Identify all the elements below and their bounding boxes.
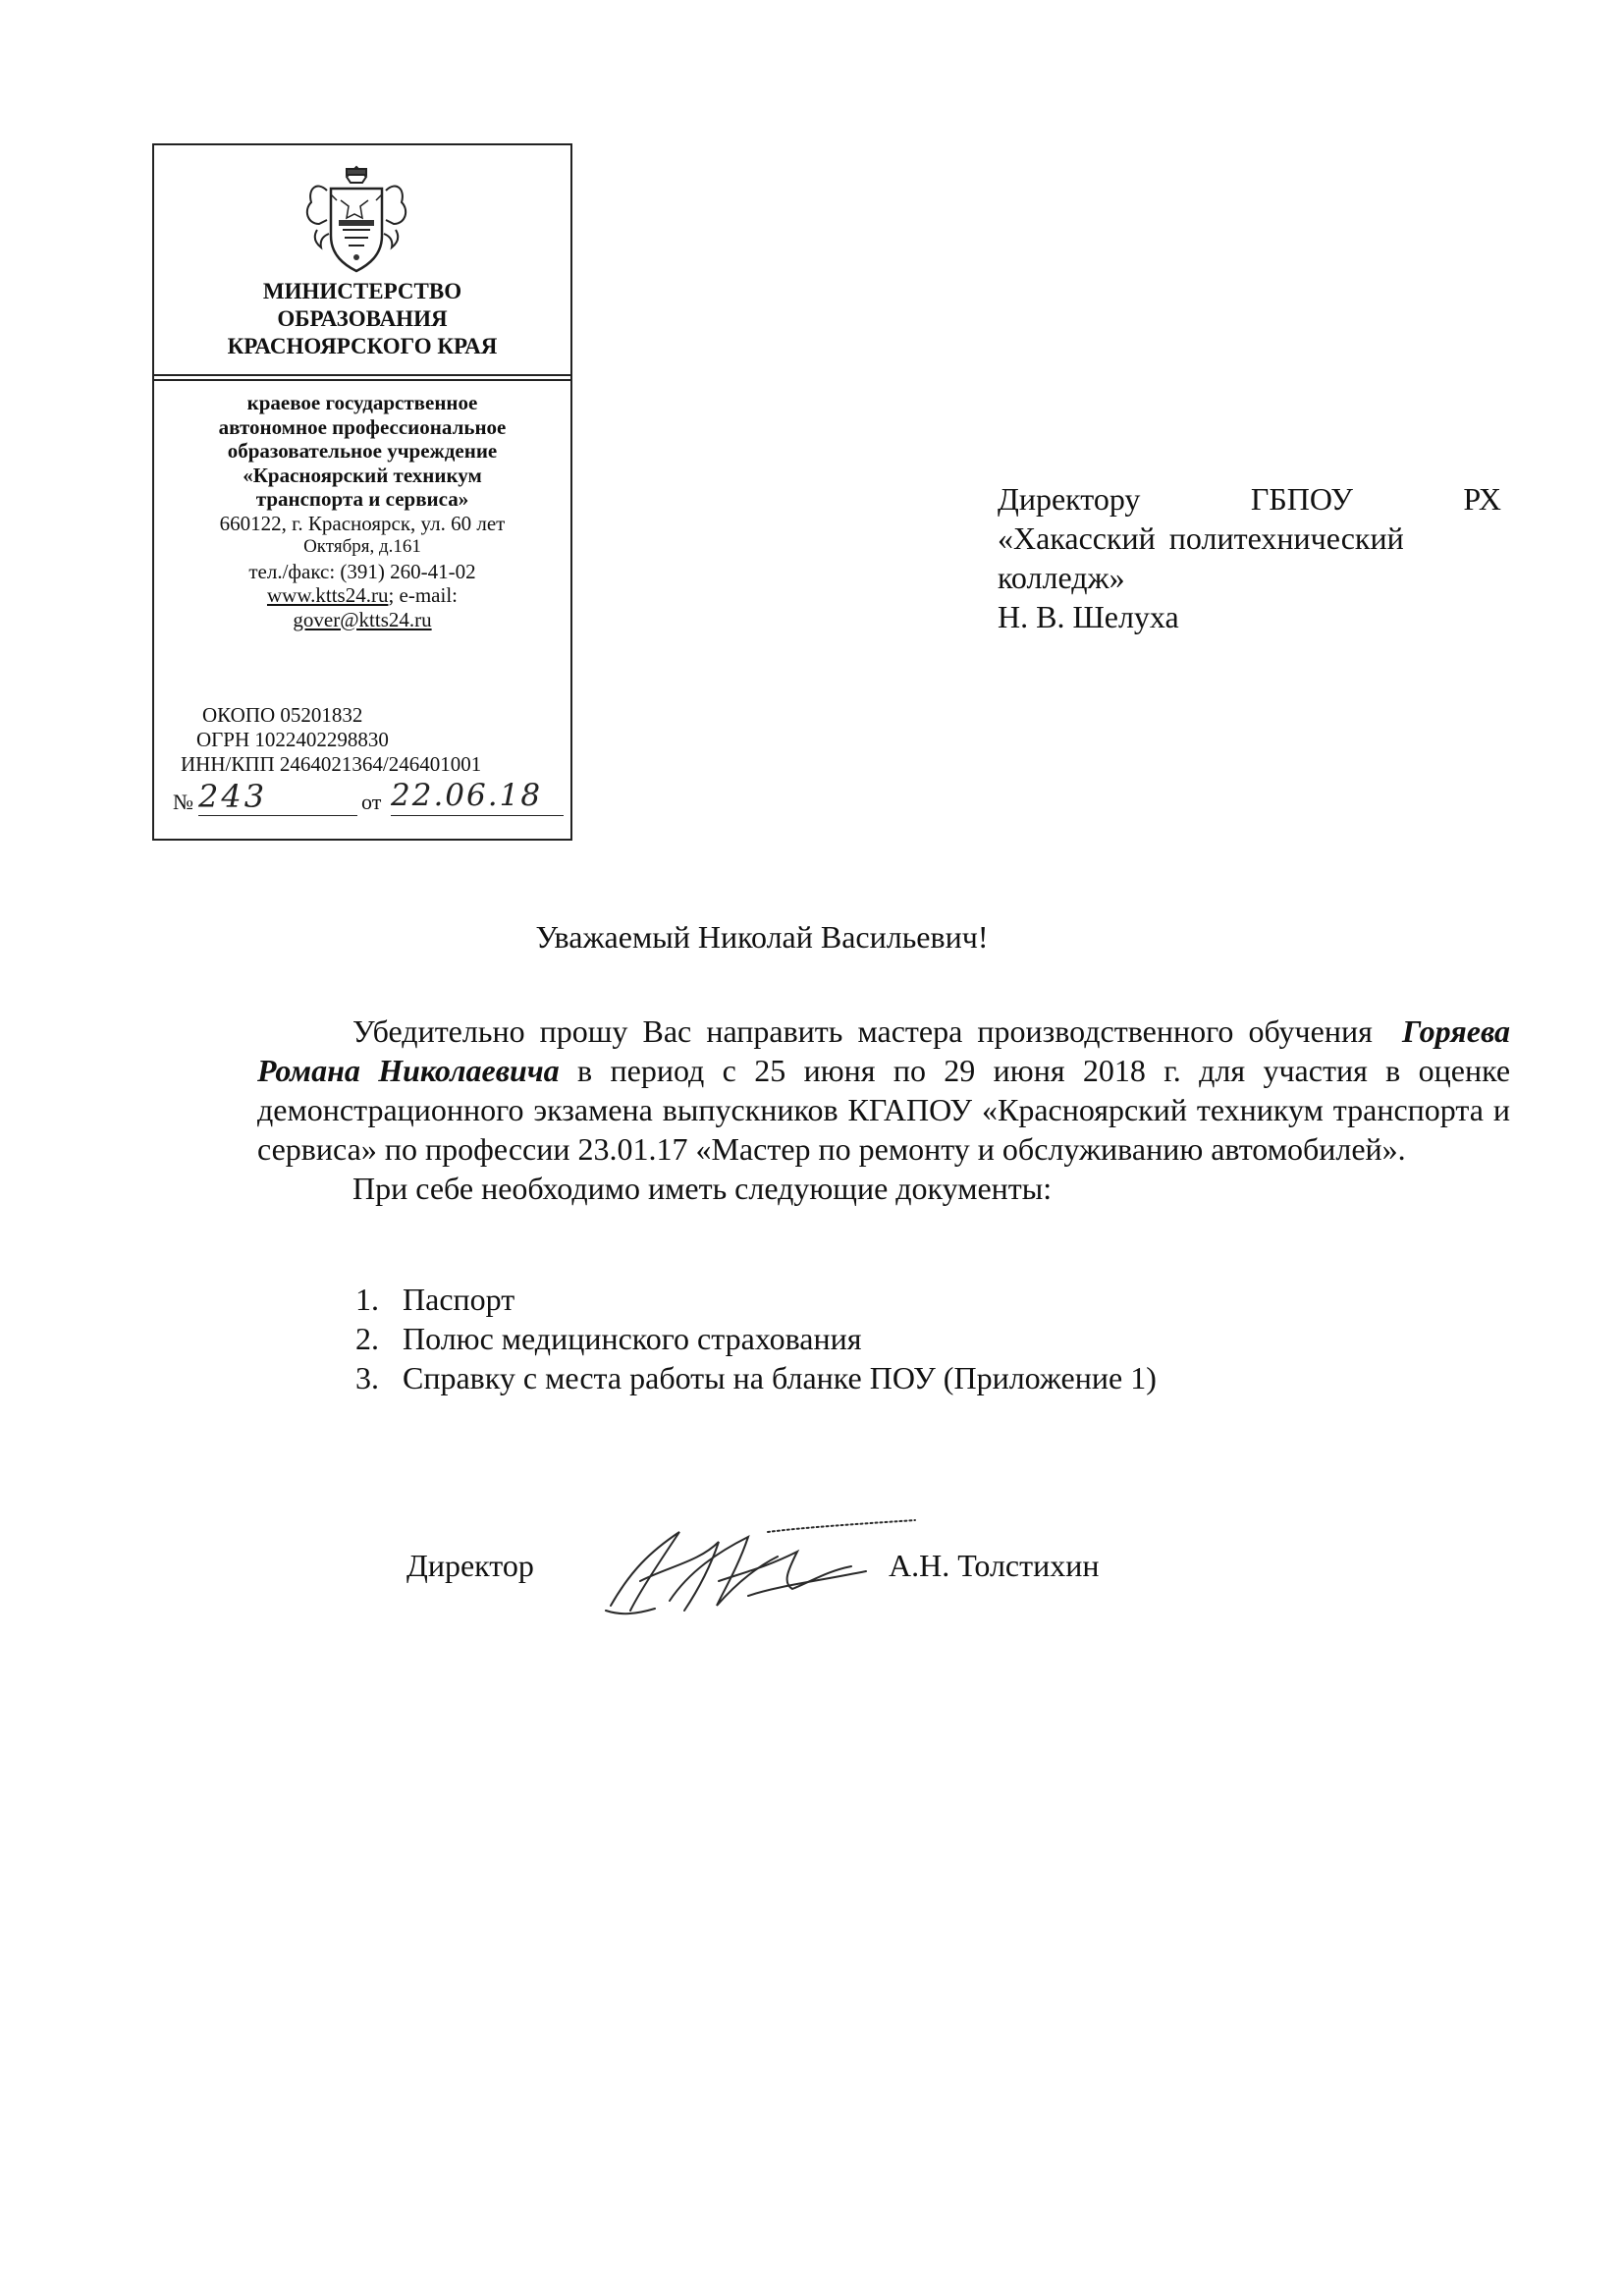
addressee-line: колледж»: [998, 560, 1125, 595]
addressee-line: [998, 479, 1501, 519]
list-text: Справку с места работы на бланке ПОУ (Приложение 1): [403, 1360, 1157, 1395]
addressee-word: ГБПОУ: [1250, 481, 1353, 517]
org-name-line: автономное профессиональное: [218, 414, 507, 439]
organization-block: [157, 391, 568, 631]
handwritten-signature: [601, 1512, 925, 1625]
address-line: 660122, г. Красноярск, ул. 60 лет: [219, 511, 506, 535]
org-name-line: краевое государственное: [246, 391, 478, 414]
inn-kpp-code: ИНН/КПП 2464021364/246401001: [181, 752, 482, 776]
addressee-word: Директору: [998, 481, 1141, 517]
body-text-end: в период с 25 июня по 29 июня 2018 г. для участия в оценке демонстрационного экзамена выпускников КГАПОУ «Красноярский техникум транспорта и сервиса» по профессии 23.01.17 «Мастер по ремонту и обслуживанию автомобилей».: [257, 1053, 1511, 1167]
list-item: [355, 1280, 1157, 1319]
reg-date-underline: [391, 815, 564, 816]
body-paragraph: [257, 1011, 1510, 1169]
list-number: 2.: [355, 1321, 379, 1356]
org-name-line: транспорта и сервиса»: [255, 487, 469, 511]
website-email-line: [157, 583, 568, 608]
reg-number-handwritten: 243: [198, 778, 268, 815]
greeting: Уважаемый Николай Васильевич!: [535, 919, 989, 955]
addressee-name: Н. В. Шелуха: [998, 599, 1179, 634]
signatory-name: А.Н. Толстихин: [889, 1548, 1100, 1583]
ministry-line: МИНИСТЕРСТВО: [262, 279, 462, 303]
org-name-line: образовательное учреждение: [227, 439, 498, 463]
documents-list: [355, 1280, 1157, 1397]
email-link[interactable]: gover@ktts24.ru: [293, 607, 432, 631]
person-name: Горяева Романа Николаевича: [257, 1013, 1511, 1088]
email-label: ; e-mail:: [388, 583, 459, 607]
ogrn-code: ОГРН 1022402298830: [196, 728, 389, 751]
addressee-word: РХ: [1463, 481, 1501, 517]
reg-number-underline: [198, 815, 357, 816]
reg-date-label: от: [361, 790, 382, 814]
coat-of-arms-emblem: [298, 161, 415, 277]
reg-number-label: №: [173, 790, 193, 814]
website-link[interactable]: www.ktts24.ru: [266, 583, 389, 607]
letter-body: [257, 1011, 1510, 1208]
reg-date-handwritten: 22.06.18: [391, 778, 543, 813]
list-number: 1.: [355, 1282, 379, 1317]
address-line: Октября, д.161: [303, 536, 421, 557]
list-text: Полюс медицинского страхования: [403, 1321, 862, 1356]
okpo-code: ОКОПО 05201832: [202, 703, 363, 727]
list-number: 3.: [355, 1360, 379, 1395]
addressee-line: «Хакасский политехнический: [998, 520, 1404, 556]
ministry-line: КРАСНОЯРСКОГО КРАЯ: [227, 334, 498, 358]
documents-intro: При себе необходимо иметь следующие документы:: [352, 1171, 1053, 1206]
letterhead-divider: [154, 379, 570, 381]
signatory-title: Директор: [406, 1548, 534, 1583]
body-text-start: Убедительно прошу Вас направить мастера производственного обучения: [352, 1013, 1373, 1049]
org-name-line: «Красноярский техникум: [243, 463, 482, 487]
phone-fax: тел./факс: (391) 260-41-02: [248, 559, 476, 583]
ministry-name: [157, 278, 568, 360]
list-item: [355, 1358, 1157, 1397]
list-item: [355, 1319, 1157, 1358]
list-text: Паспорт: [403, 1282, 515, 1317]
ministry-line: ОБРАЗОВАНИЯ: [277, 306, 448, 331]
registration-line: [173, 778, 568, 821]
addressee-block: [998, 479, 1501, 636]
